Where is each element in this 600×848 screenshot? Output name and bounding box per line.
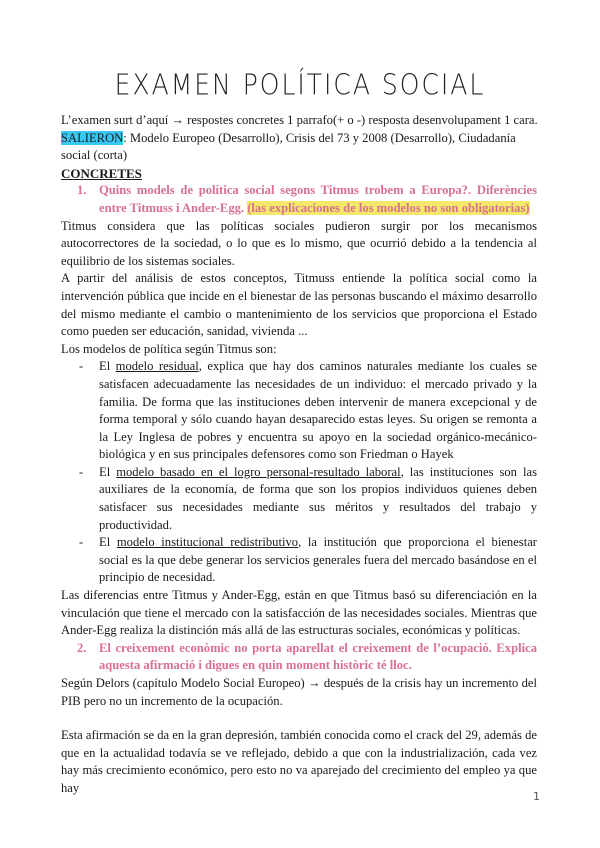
list-dash: - [79,535,84,550]
list-item-prefix: El [99,359,116,374]
paragraph-gap [61,710,537,727]
model-description: , las instituciones son las auxiliares de la economía, de forma que son los propios individuos quienes deben satisfacer sus necesidades mediante sus méritos y resultados del trabajo y productividad. [99,464,537,532]
list-item [61,534,537,587]
list-item [61,358,537,464]
saliero-highlight: SALIERON [61,130,124,145]
question-1-number: 1. [77,183,87,198]
document-body [61,112,537,798]
list-dash: - [79,464,84,479]
answer-2-paragraph: Esta afirmación se da en la gran depresión, también conocida como el crack del 29, además de que en la actualidad todavía se ve reflejado, debido a que con la industrialización, cada vez hay más crecimiento económico, pero esto no va aparejado del crecimiento del empleo ya que hay [61,728,537,795]
model-name: modelo institucional redistributivo [116,535,299,550]
answer-2-paragraph: Según Delors (capítulo Modelo Social Europeo) → después de la crisis hay un incremento del PIB pero no un incremento de la ocupación. [61,676,537,708]
list-item-prefix: El [99,464,117,479]
section-title: CONCRETES [61,165,142,181]
models-list [61,358,537,587]
answer-1-paragraph: Las diferencias entre Titmus y Ander-Egg, están en que Titmus basó su diferenciación en la vinculación que tiene el mercado con la satisfacción de las necesidades sociales. Mientras que Ander-Egg realiza la distinción más allá de las estructuras sociales, económicas y políticas. [61,588,537,638]
document-title: EXAMEN POLÍTICA SOCIAL [114,67,486,102]
answer-1-paragraph: Los modelos de política según Titmus son: [61,341,277,356]
question-1 [61,182,537,217]
question-2-number: 2. [77,640,87,655]
answer-1-paragraph: Titmus considera que las políticas sociales pudieron surgir por los mecanismos autocorrectores de la sociedad, o lo que es lo mismo, que ocurrió debido a la tendencia al equilibrio de los sistemas sociales. [61,218,537,268]
list-dash: - [79,359,84,374]
list-item-prefix: El [99,535,117,550]
question-1-highlight: (las explicaciones de los modelos no son obligatorias) [247,200,530,215]
answer-1-paragraph: A partir del análisis de estos conceptos, Titmuss entiende la política social como la intervención pública que incide en el bienestar de las personas buscando el máximo desarrollo del mismo mediante el cambio o mantenimiento de los servicios que proporciona el Estado como pueden ser educación, sanidad, vivienda ... [61,271,537,339]
intro-line: L’examen surt d’aquí → respostes concretes 1 parrafo(+ o -) resposta desenvolupament 1 cara. [61,113,538,127]
list-item [61,464,537,534]
page-number: 1 [533,790,540,803]
model-name: modelo basado en el logro personal-resultado laboral [116,464,401,479]
model-description: , explica que hay dos caminos naturales mediante los cuales se satisfacen adecuadamente las necesidades de un individuo: el mercado privado y la familia. De forma que las instituciones deben intervenir de manera excepcional y de forma temporal y sólo cuando hayan desaparecido estas leyes. Su origen se remonta a la Ley Inglesa de pobres y encuentra su apoyo en la sociedad orgánico-mecánico-biológica y en sus principales defensores como son Friedman o Hayek [99,359,537,462]
question-2 [61,640,537,675]
question-1-text: Quins models de política social segons Titmus trobem a Europa?. Diferències entre Titmuss i Ander-Egg. [99,183,537,215]
saliero-line [61,130,537,165]
model-description: , la institución que proporciona el bienestar social es la que debe generar los servicios generales fuera del mercado basándose en el principio de necesidad. [99,535,537,585]
question-2-text: El creixement econòmic no porta aparellat el creixement de l’ocupació. Explica aquesta afirmació i digues en quin moment històric té lloc. [99,640,537,673]
saliero-text: : Modelo Europeo (Desarrollo), Crisis del 73 y 2008 (Desarrollo), Ciudadanía social (corta) [61,130,516,163]
model-name: modelo residual [115,359,199,374]
